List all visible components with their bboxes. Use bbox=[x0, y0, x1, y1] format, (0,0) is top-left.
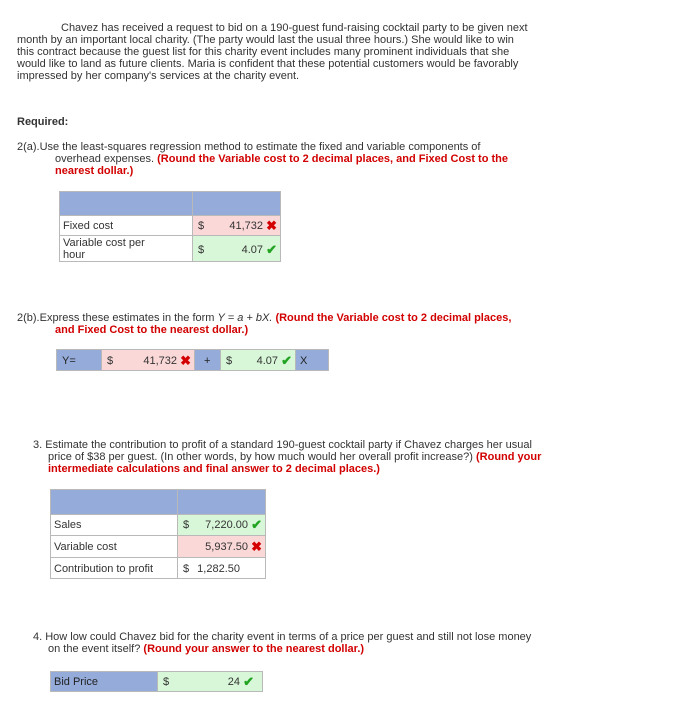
fixed-cost-value: 41,732 bbox=[143, 355, 177, 367]
question-4-text: 4. How low could Chavez bid for the charity event in terms of a price per guest and still not lose money bbox=[33, 631, 532, 643]
rounding-note: (Round your bbox=[476, 451, 542, 463]
table-header bbox=[59, 191, 193, 216]
incorrect-icon: ✖ bbox=[251, 539, 262, 554]
contribution-label: Contribution to profit bbox=[54, 563, 154, 575]
rounding-note: and Fixed Cost to the nearest dollar.) bbox=[55, 324, 249, 336]
question-3-text: 3. Estimate the contribution to profit of a standard 190-guest cocktail party if Chavez charges her usual bbox=[33, 439, 532, 451]
variable-cost-label: hour bbox=[63, 249, 86, 261]
intro-line: this contract because the guest list for this charity event includes many prominent individuals that she bbox=[17, 46, 510, 58]
question-2a-text: 2(a).Use the least-squares regression method to estimate the fixed and variable components of bbox=[17, 141, 481, 153]
variable-cost-value: 4.07 bbox=[241, 244, 263, 256]
table-row bbox=[59, 235, 193, 262]
variable-cost-label: Variable cost per bbox=[63, 237, 145, 249]
rounding-note: (Round the Variable cost to 2 decimal places, bbox=[275, 312, 512, 324]
question-2b bbox=[17, 312, 667, 336]
bid-price-input[interactable] bbox=[157, 671, 263, 692]
variable-cost-value: 5,937.50 bbox=[205, 541, 248, 553]
dollar-sign: $ bbox=[198, 220, 205, 232]
dollar-sign: $ bbox=[163, 676, 170, 688]
question-3 bbox=[33, 439, 673, 475]
bid-price-label-cell bbox=[50, 671, 158, 692]
variable-cost-input[interactable] bbox=[192, 235, 281, 262]
fixed-cost-input[interactable] bbox=[101, 349, 195, 371]
contribution-input[interactable] bbox=[177, 557, 266, 579]
bid-price-value: 24 bbox=[227, 676, 240, 688]
rounding-note: (Round your answer to the nearest dollar.) bbox=[143, 643, 365, 655]
question-2a bbox=[17, 141, 667, 177]
variable-cost-input[interactable] bbox=[177, 535, 266, 558]
table-row bbox=[50, 514, 178, 536]
correct-icon: ✔ bbox=[281, 353, 292, 368]
dollar-sign: $ bbox=[198, 244, 205, 256]
plus-cell bbox=[194, 349, 221, 371]
sales-label: Sales bbox=[54, 519, 82, 531]
table-header bbox=[177, 489, 266, 515]
table-header bbox=[192, 191, 281, 216]
question-2a-text: overhead expenses. bbox=[55, 153, 155, 165]
correct-icon: ✔ bbox=[243, 674, 254, 689]
table-row bbox=[50, 557, 178, 579]
correct-icon: ✔ bbox=[251, 517, 262, 532]
table-row bbox=[50, 535, 178, 558]
correct-icon: ✔ bbox=[266, 242, 277, 257]
x-label: X bbox=[300, 355, 308, 367]
x-label-cell bbox=[295, 349, 329, 371]
bid-price-label: Bid Price bbox=[54, 676, 99, 688]
variable-cost-input[interactable] bbox=[220, 349, 296, 371]
rounding-note: nearest dollar.) bbox=[55, 165, 134, 177]
intro-paragraph bbox=[17, 22, 667, 82]
formula: Y = a + bX. bbox=[217, 312, 273, 324]
question-3-text: price of $38 per guest. (In other words, by how much would her overall profit increase?) bbox=[48, 451, 473, 463]
variable-cost-label: Variable cost bbox=[54, 541, 117, 553]
incorrect-icon: ✖ bbox=[266, 218, 277, 233]
dollar-sign: $ bbox=[183, 563, 190, 575]
dollar-sign: $ bbox=[183, 519, 190, 531]
rounding-note: (Round the Variable cost to 2 decimal places, and Fixed Cost to the bbox=[157, 153, 508, 165]
y-label-cell bbox=[56, 349, 102, 371]
rounding-note: intermediate calculations and final answer to 2 decimal places.) bbox=[48, 463, 380, 475]
fixed-cost-input[interactable] bbox=[192, 215, 281, 236]
variable-cost-value: 4.07 bbox=[256, 355, 278, 367]
dollar-sign: $ bbox=[226, 355, 233, 367]
dollar-sign: $ bbox=[107, 355, 114, 367]
fixed-cost-label: Fixed cost bbox=[63, 220, 114, 232]
table-header bbox=[50, 489, 178, 515]
intro-line: month by an important local charity. (The party would last the usual three hours.) She would like to win bbox=[17, 34, 514, 46]
y-label: Y= bbox=[62, 355, 76, 367]
contribution-value: 1,282.50 bbox=[197, 563, 240, 575]
intro-line: would like to land as future clients. Maria is confident that these potential customers would be favorably bbox=[17, 58, 519, 70]
question-4 bbox=[33, 631, 673, 655]
intro-line: impressed by her company's services at the charity event. bbox=[17, 70, 300, 82]
required-heading: Required: bbox=[17, 116, 69, 128]
incorrect-icon: ✖ bbox=[180, 353, 191, 368]
intro-line: Chavez has received a request to bid on a 190-guest fund-raising cocktail party to be given next bbox=[61, 22, 528, 34]
question-4-text: on the event itself? bbox=[48, 643, 141, 655]
table-row bbox=[59, 215, 193, 236]
sales-value: 7,220.00 bbox=[205, 519, 248, 531]
sales-input[interactable] bbox=[177, 514, 266, 536]
fixed-cost-value: 41,732 bbox=[229, 220, 263, 232]
question-2b-text: 2(b).Express these estimates in the form bbox=[17, 312, 218, 324]
plus-sign: + bbox=[204, 355, 211, 367]
